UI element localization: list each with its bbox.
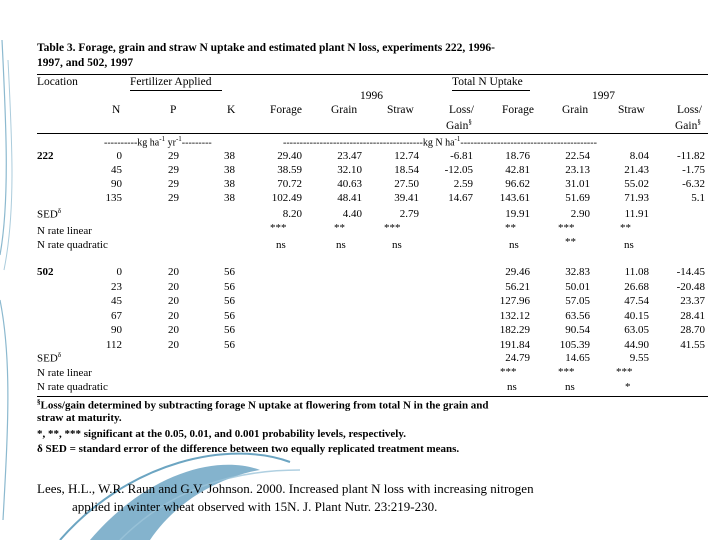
- exp502-cell-k: 56: [224, 338, 235, 351]
- exp502-cell-l97: -14.45: [676, 266, 705, 278]
- exp502-cell-s97: 40.15: [624, 309, 649, 322]
- exp502-cell-f97: 191.84: [499, 338, 530, 351]
- sed502-grain-1997: 14.65: [565, 352, 590, 364]
- exp222-cell-l97: 5.1: [691, 192, 705, 204]
- linear-grain-1996: **: [334, 222, 345, 234]
- header-n: N: [112, 104, 121, 116]
- exp502-cell-g97: 57.05: [565, 295, 590, 307]
- citation-line2: applied in winter wheat observed with 15N. J. Plant Nutr. 23:219-230.: [72, 499, 438, 514]
- citation-line1: Lees, H.L., W.R. Raun and G.V. Johnson. 2000. Increased plant N loss with increasing nitrogen: [37, 481, 534, 496]
- sed502-straw-1997: 9.55: [629, 352, 649, 364]
- exp222-cell-l96: 2.59: [453, 178, 473, 190]
- sed-grain-1996: 4.40: [342, 208, 362, 220]
- units-fertilizer: ----------kg $ha^{-1}$ $yr^{-1}---------$: [104, 135, 212, 149]
- exp222-cell-k: 38: [224, 192, 235, 204]
- exp502-cell-s97: 11.08: [624, 266, 649, 278]
- exp222-cell-g96: 23.47: [337, 150, 362, 162]
- header-grain-1997: Grain: [562, 104, 589, 116]
- exp502-cell-g97: 105.39: [559, 338, 590, 351]
- exp222-cell-k: 38: [224, 150, 235, 162]
- linear502-grain-1997: ***: [558, 366, 575, 378]
- exp222-cell-l97: -1.75: [682, 164, 705, 176]
- exp222-cell-g96: 32.10: [337, 164, 362, 176]
- exp502-cell-p: 20: [168, 338, 179, 351]
- exp222-cell-f97: 42.81: [505, 164, 530, 176]
- exp222-cell-g97: 22.54: [565, 150, 590, 162]
- exp502-cell-p: 20: [168, 280, 179, 293]
- exp502-cell-l97: 28.41: [680, 309, 705, 322]
- linear502-forage-1997: ***: [500, 366, 517, 378]
- exp222-cell-p: 29: [168, 192, 179, 204]
- exp502-cell-p: 20: [168, 324, 179, 336]
- header-total-n-uptake: Total N Uptake: [452, 76, 523, 88]
- exp222-cell-f96: 29.40: [277, 150, 302, 162]
- exp222-cell-n: 135: [105, 192, 122, 204]
- quad502-straw-1997: *: [625, 381, 631, 393]
- linear-grain-1997: ***: [558, 222, 575, 234]
- footnote-sed: δ SED = standard error of the difference between two equally replicated treatment means.: [37, 443, 460, 455]
- exp222-cell-n: 0: [116, 150, 122, 162]
- exp502-cell-s97: 26.68: [624, 280, 649, 293]
- header-p: P: [170, 104, 177, 116]
- exp222-cell-g96: 48.41: [337, 192, 362, 204]
- exp502-cell-l97: 28.70: [680, 324, 705, 336]
- exp222-cell-s97: 55.02: [624, 178, 649, 190]
- header-rule: [37, 133, 708, 134]
- table-title-line1: Table 3. Forage, grain and straw N uptake and estimated plant N loss, experiments 222, 1996-: [37, 42, 495, 54]
- total-underline: [452, 90, 530, 91]
- exp222-cell-s96: 12.74: [394, 150, 419, 162]
- top-rule: [37, 74, 708, 75]
- footnote-loss-gain-cont: straw at maturity.: [37, 412, 122, 424]
- exp502-cell-n: 0: [116, 266, 122, 278]
- exp502-cell-p: 20: [168, 309, 179, 322]
- exp222-cell-s96: 27.50: [394, 178, 419, 190]
- linear502-straw-1997: ***: [616, 366, 633, 378]
- location-502: 502: [37, 266, 54, 278]
- sed502-forage-1997: 24.79: [505, 352, 530, 364]
- header-year-1996: 1996: [360, 90, 383, 102]
- exp502-cell-s97: 47.54: [624, 295, 649, 307]
- sed-forage-1996: 8.20: [282, 208, 302, 220]
- exp502-cell-g97: 50.01: [565, 280, 590, 293]
- exp222-cell-l96: 14.67: [448, 192, 473, 204]
- quad-straw-1997: ns: [624, 239, 634, 251]
- quad-forage-1997: ns: [509, 239, 519, 251]
- exp502-cell-g97: 63.56: [565, 309, 590, 322]
- exp222-cell-f96: 70.72: [277, 178, 302, 190]
- exp502-cell-n: 23: [111, 280, 122, 293]
- exp222-cell-s97: 71.93: [624, 192, 649, 204]
- linear-label-222: N rate linear: [37, 225, 92, 237]
- quadratic-label-222: N rate quadratic: [37, 239, 108, 251]
- footnote-significance: *, **, *** significant at the 0.05, 0.01, and 0.001 probability levels, respectively.: [37, 428, 407, 440]
- quad-forage-1996: ns: [276, 239, 286, 251]
- header-fertilizer: Fertilizer Applied: [130, 76, 212, 88]
- linear-forage-1997: **: [505, 222, 516, 234]
- exp222-cell-k: 38: [224, 164, 235, 176]
- exp502-cell-n: 90: [111, 324, 122, 336]
- linear-forage-1996: ***: [270, 222, 287, 234]
- exp222-cell-l97: -6.32: [682, 178, 705, 190]
- location-222: 222: [37, 150, 54, 162]
- exp222-cell-s97: 8.04: [629, 150, 649, 162]
- exp222-cell-f96: 102.49: [271, 192, 302, 204]
- exp502-cell-s97: 44.90: [624, 338, 649, 351]
- bottom-rule: [37, 396, 708, 397]
- exp222-cell-g96: 40.63: [337, 178, 362, 190]
- exp222-cell-g97: 51.69: [565, 192, 590, 204]
- exp222-cell-p: 29: [168, 178, 179, 190]
- sed-label-502: $SED^\delta$: [37, 351, 62, 365]
- exp502-cell-l97: 23.37: [680, 295, 705, 307]
- header-straw-1996: Straw: [387, 104, 414, 116]
- sed-straw-1997: 11.91: [624, 208, 649, 220]
- sed-grain-1997: 2.90: [570, 208, 590, 220]
- exp502-cell-l97: 41.55: [680, 338, 705, 351]
- exp222-cell-f97: 18.76: [505, 150, 530, 162]
- exp502-cell-l97: -20.48: [676, 280, 705, 293]
- exp502-cell-f97: 56.21: [505, 280, 530, 293]
- exp222-cell-g97: 23.13: [565, 164, 590, 176]
- header-loss-1997: Loss/: [677, 104, 702, 116]
- quad-grain-1996: ns: [336, 239, 346, 251]
- linear-straw-1997: **: [620, 222, 631, 234]
- sed-forage-1997: 19.91: [505, 208, 530, 220]
- exp222-cell-p: 29: [168, 150, 179, 162]
- linear-straw-1996: ***: [384, 222, 401, 234]
- exp222-cell-s96: 39.41: [394, 192, 419, 204]
- exp222-cell-k: 38: [224, 178, 235, 190]
- table-title-line2: 1997, and 502, 1997: [37, 57, 134, 69]
- quad502-forage-1997: ns: [507, 381, 517, 393]
- exp222-cell-g97: 31.01: [565, 178, 590, 190]
- quad502-grain-1997: ns: [565, 381, 575, 393]
- exp502-cell-k: 56: [224, 295, 235, 307]
- quad-grain-1997: **: [565, 236, 576, 248]
- exp502-cell-s97: 63.05: [624, 324, 649, 336]
- exp222-cell-n: 45: [111, 164, 122, 176]
- footnote-loss-gain: §Loss/gain determined by subtracting forage N uptake at flowering from total N in the grain and: [37, 398, 489, 412]
- exp222-cell-f96: 38.59: [277, 164, 302, 176]
- header-k: K: [227, 104, 236, 116]
- header-location: Location: [37, 76, 78, 88]
- exp222-cell-p: 29: [168, 164, 179, 176]
- exp502-cell-f97: 182.29: [499, 324, 530, 336]
- exp502-cell-n: 45: [111, 295, 122, 307]
- exp502-cell-g97: 32.83: [565, 266, 590, 278]
- exp222-cell-l96: -6.81: [450, 150, 473, 162]
- fertilizer-underline: [130, 90, 222, 91]
- exp222-cell-l97: -11.82: [676, 150, 705, 162]
- header-forage-1997: Forage: [502, 104, 534, 116]
- exp222-cell-s97: 21.43: [624, 164, 649, 176]
- exp502-cell-g97: 90.54: [565, 324, 590, 336]
- header-loss-1996: Loss/: [449, 104, 474, 116]
- exp222-cell-s96: 18.54: [394, 164, 419, 176]
- exp222-cell-n: 90: [111, 178, 122, 190]
- exp222-cell-l96: -12.05: [444, 164, 473, 176]
- header-gain-1996: Gain§: [446, 118, 472, 132]
- header-year-1997: 1997: [592, 90, 615, 102]
- exp502-cell-k: 56: [224, 324, 235, 336]
- header-forage-1996: Forage: [270, 104, 302, 116]
- sed-straw-1996: 2.79: [399, 208, 419, 220]
- units-uptake: ------------------------------------------kg N $ha^{-1}-----------------------------------------$: [283, 135, 597, 149]
- header-grain-1996: Grain: [331, 104, 358, 116]
- sed-label-222: $SED^\delta$: [37, 207, 62, 221]
- exp502-cell-k: 56: [224, 309, 235, 322]
- exp502-cell-n: 67: [111, 309, 122, 322]
- exp502-cell-n: 112: [105, 338, 122, 351]
- exp502-cell-k: 56: [224, 280, 235, 293]
- linear-label-502: N rate linear: [37, 367, 92, 379]
- exp502-cell-f97: 29.46: [505, 266, 530, 278]
- quad-straw-1996: ns: [392, 239, 402, 251]
- exp502-cell-f97: 127.96: [499, 295, 530, 307]
- exp222-cell-f97: 96.62: [505, 178, 530, 190]
- exp222-cell-f97: 143.61: [499, 192, 530, 204]
- exp502-cell-p: 20: [168, 295, 179, 307]
- quadratic-label-502: N rate quadratic: [37, 381, 108, 393]
- exp502-cell-p: 20: [168, 266, 179, 278]
- header-straw-1997: Straw: [618, 104, 645, 116]
- exp502-cell-f97: 132.12: [499, 309, 530, 322]
- exp502-cell-k: 56: [224, 266, 235, 278]
- header-gain-1997: Gain§: [675, 118, 701, 132]
